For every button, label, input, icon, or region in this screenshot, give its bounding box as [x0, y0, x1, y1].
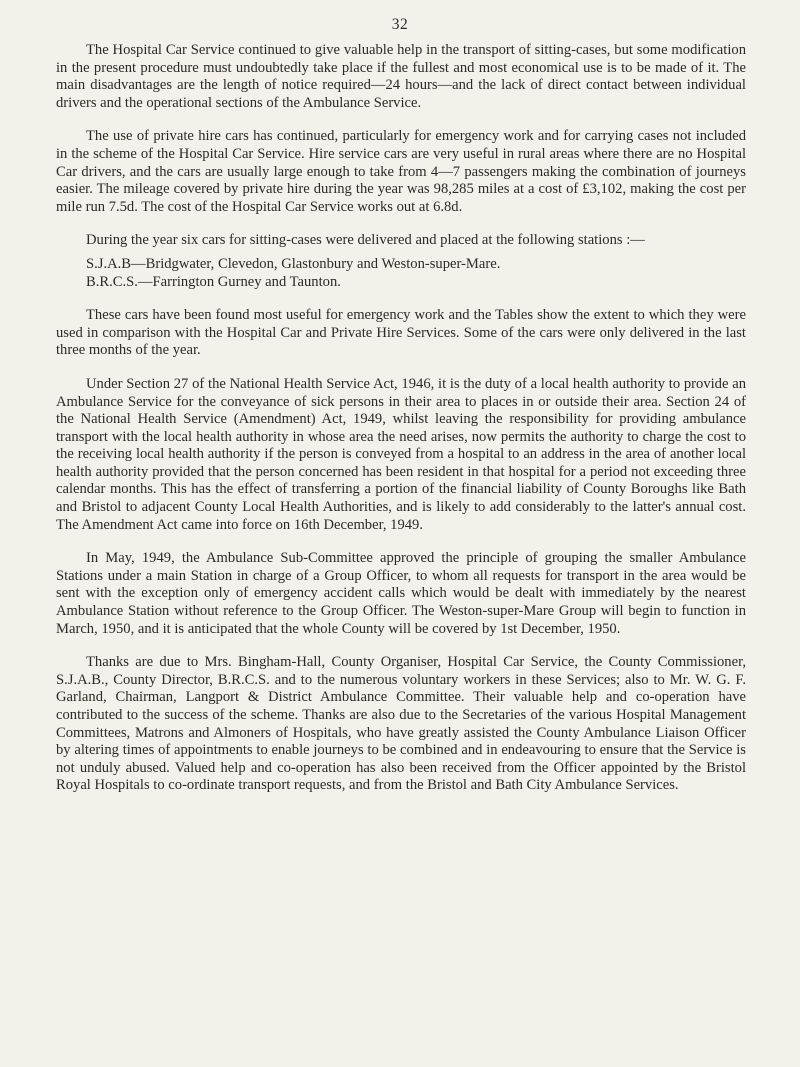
station-list — [56, 256, 746, 291]
page-number: 32 — [391, 16, 409, 33]
station-line-brcs: B.R.C.S.—Farrington Gurney and Taunton. — [86, 273, 341, 290]
body-text — [56, 42, 746, 811]
paragraph-hospital-car-service: The Hospital Car Service continued to give valuable help in the transport of sitting-cases, but some modification in the present procedure must undoubtedly take place if the fullest and most economical use is to be made of it. The main disadvantages are the length of notice required—24 hours—and the lack of direct contact between individual drivers and the operational sections of the Ambulance Service. — [56, 42, 746, 111]
paragraph-cars-useful: These cars have been found most useful for emergency work and the Tables show the extent to which they were used in comparison with the Hospital Car and Private Hire Services. Some of the cars were only delivered in the last three months of the year. — [56, 307, 746, 359]
paragraph-cars-delivered: During the year six cars for sitting-cases were delivered and placed at the following stations :— — [86, 232, 645, 249]
paragraph-thanks: Thanks are due to Mrs. Bingham-Hall, County Organiser, Hospital Car Service, the County Commissioner, S.J.A.B., County Director, B.R.C.S. and to the numerous voluntary workers in these Services; also to Mr. W. G. F. Garland, Chairman, Langport & District Ambulance Committee. Their valuable help and co-operation have contributed to the success of the scheme. Thanks are also due to the Secretaries of the various Hospital Management Committees, Matrons and Almoners of Hospitals, who have greatly assisted the County Ambulance Liaison Officer by altering times of appointments to enable journeys to be combined and in endeavouring to ensure that the Service is not unduly abused. Valued help and co-operation has also been received from the Officer appointed by the Bristol Royal Hospitals to co-ordinate transport requests, and from the Bristol and Bath City Ambulance Services. — [56, 654, 746, 794]
station-line-sjab: S.J.A.B—Bridgwater, Clevedon, Glastonbury and Weston-super-Mare. — [86, 255, 501, 272]
paragraph-section-27: Under Section 27 of the National Health Service Act, 1946, it is the duty of a local health authority to provide an Ambulance Service for the conveyance of sick persons in their area to places in or outside their area. Section 24 of the National Health Service (Amendment) Act, 1949, whilst leaving the responsibility for providing ambulance transport with the local health authority in whose area the need arises, now permits the authority to charge the cost to the receiving local health authority if the person is conveyed from a hospital to an address in the area of another local health authority provided that the person concerned has been resident in that hospital for a period not exceeding three calendar months. This has the effect of transferring a portion of the financial liability of County Boroughs like Bath and Bristol to adjacent County Local Health Authorities, and is likely to add considerably to the latter's annual cost. The Amendment Act came into force on 16th December, 1949. — [56, 375, 746, 533]
paragraph-private-hire-cars: The use of private hire cars has continued, particularly for emergency work and for carrying cases not included in the scheme of the Hospital Car Service. Hire service cars are very useful in rural areas where there are no Hospital Car drivers, and the cars are usually large enough to take from 4—7 passengers making the combination of journeys easier. The mileage covered by private hire during the year was 98,285 miles at a cost of £3,102, making the cost per mile run 7.5d. The cost of the Hospital Car Service works out at 6.8d. — [56, 128, 746, 215]
paragraph-grouping-stations: In May, 1949, the Ambulance Sub-Committee approved the principle of grouping the smaller Ambulance Stations under a main Station in charge of a Group Officer, to whom all requests for transport in the area would be sent with the exception only of emergency accident calls which would be dealt with immediately by the nearest Ambulance Station without reference to the Group Officer. The Weston-super-Mare Group will begin to function in March, 1950, and it is anticipated that the whole County will be covered by 1st December, 1950. — [56, 550, 746, 637]
